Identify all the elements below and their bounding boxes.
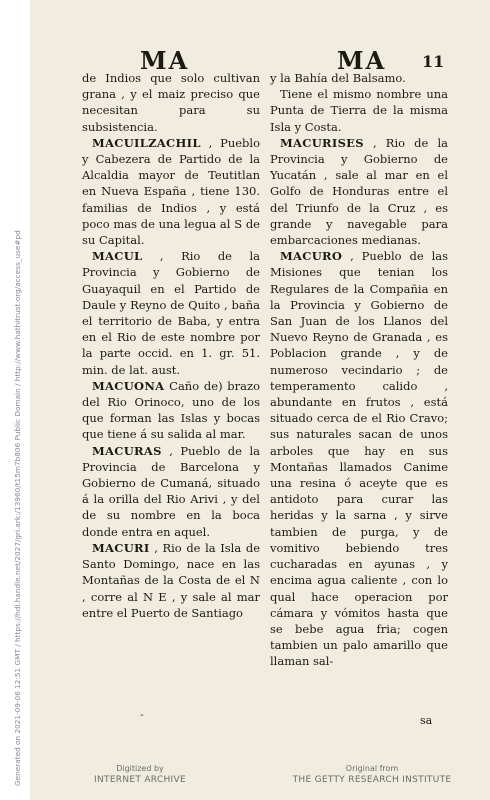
entry-head-word: MACURAS xyxy=(92,443,162,458)
hathitrust-margin-note: Generated on 2021-09-06 12:51 GMT / https://hdl.handle.net/2027/gri.ark:/13960/t15m7b806 Public Domain / http://www.hathitrust.org/access_use#pd xyxy=(13,230,22,786)
left-entry-2 xyxy=(82,248,260,378)
entry-text: , Pueblo de las Misiones que tenian los Regulares de la Compañia en la Provincia y Gobierno de San Juan de los Llanos del Nuevo Reyno de Granada , es Poblacion grande , y de numeroso vecindario ; de temperamento calido , abundante en frutos , está situado cerca de el Rio Cravo; sus naturales sacan de unos arboles que hay en sus Montañas llamados Canime una resina ó aceyte que es antidoto para curar las heridas y la sarna , y sirve tambien de purga, y de vomitivo bebiendo tres cucharadas en ayunas , y encima agua caliente , con lo qual hace operacion por cámara y vómitos hasta que se bebe agua fria; cogen tambien un palo amarillo que llaman sal- xyxy=(270,249,449,669)
right-column xyxy=(270,70,448,670)
margin-strip xyxy=(0,0,30,800)
left-entry-1 xyxy=(82,135,260,248)
stray-mark: - xyxy=(140,708,144,721)
left-running-header: MA xyxy=(140,46,190,75)
entry-text: Tiene el mismo nombre una Punta de Tierra de la misma Isla y Costa. xyxy=(270,87,448,134)
right-running-header: MA xyxy=(337,46,387,75)
left-entry-0 xyxy=(82,70,260,135)
entry-text: , Rio de la Provincia y Gobierno de Yucatán , sale al mar en el Golfo de Honduras entre el del Triunfo de la Cruz , es grande y navegable para embarcaciones medianas. xyxy=(270,135,449,248)
digitized-by-credit xyxy=(40,764,240,786)
original-from-label: Original from xyxy=(345,764,399,773)
page-number: 11 xyxy=(422,52,445,71)
right-entry-0 xyxy=(270,70,448,86)
entry-text: Caño de) brazo del Rio Orinoco, uno de los que forman las Islas y bocas que tiene á su salida al mar. xyxy=(82,378,261,442)
internet-archive-logo-text: INTERNET ARCHIVE xyxy=(94,775,186,785)
left-entry-4 xyxy=(82,443,260,540)
entry-text: , Pueblo de la Provincia de Barcelona y Gobierno de Cumaná, situado á la orilla del Rio Arivi , y del de su nombre en la boca donde entra en aquel. xyxy=(82,443,260,539)
entry-text: , Pueblo y Cabezera de Partido de la Alcaldia mayor de Teutitlan en Nueva España , tiene 130. familias de Indios , y está poco mas de una legua al S de su Capital. xyxy=(82,135,260,248)
digitized-by-label: Digitized by xyxy=(116,764,164,773)
right-entry-3 xyxy=(270,248,448,669)
entry-text: de Indios que solo cultivan grana , y el maiz preciso que necesitan para su subsistencia. xyxy=(82,71,260,134)
entry-head-word: MACURISES xyxy=(280,135,364,150)
left-entry-3 xyxy=(82,378,260,443)
entry-text: , Rio de la Provincia y Gobierno de Guayaquil en el Partido de Daule y Reyno de Quito , baña el territorio de Baba, y entra en el Rio de este nombre por la parte occid. en 1. gr. 51. min. de lat. aust. xyxy=(82,249,261,377)
getty-institute-text: THE GETTY RESEARCH INSTITUTE xyxy=(292,775,452,785)
left-entry-5 xyxy=(82,540,260,621)
right-entry-2 xyxy=(270,135,448,248)
entry-text: , Rio de la Isla de Santo Domingo, nace en las Montañas de la Costa de el N , corre al N E , y sale al mar entre el Puerto de Santiago xyxy=(82,540,260,620)
entry-head-word: MACURI xyxy=(92,540,150,555)
entry-text: y la Bahía del Balsamo. xyxy=(270,71,406,85)
original-from-credit xyxy=(272,764,472,786)
catchword: sa xyxy=(420,714,433,727)
right-entry-1 xyxy=(270,86,448,135)
entry-head-word: MACUILZACHIL xyxy=(92,135,201,150)
entry-head-word: MACURO xyxy=(280,249,343,264)
left-column xyxy=(82,70,260,621)
entry-head-word: MACUL xyxy=(92,249,143,264)
entry-head-word: MACUONA xyxy=(92,378,165,393)
